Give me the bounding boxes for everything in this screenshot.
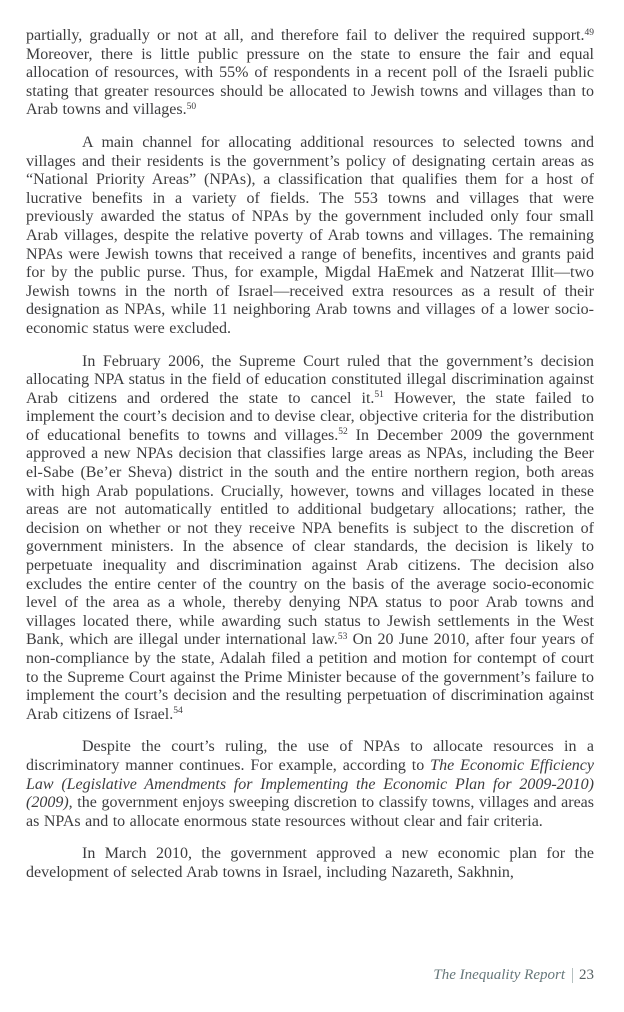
body-text: In March 2010, the government approved a new economic plan for the development of selected Arab towns in Israel, including Nazareth, Sakhnin, <box>26 845 594 881</box>
body-text: In February 2006, the Supreme Court ruled that the government’s decision allocating NPA status in the field of education constituted illegal discrimination against Arab citizens and ordered the state to cancel it. <box>26 352 594 407</box>
footnote-ref-49: 49 <box>584 27 594 38</box>
paragraph <box>26 353 594 725</box>
footnote-ref-54: 54 <box>173 706 183 717</box>
body-text: the government enjoys sweeping discretion to classify towns, villages and areas as NPAs and to allocate enormous state resources without clear and fair criteria. <box>26 794 594 830</box>
body-text: Moreover, there is little public pressure on the state to ensure the fair and equal allocation of resources, with 55% of respondents in a recent poll of the Israeli public stating that greater resources should be allocated to Jewish towns and villages than to Arab towns and villages. <box>26 45 594 119</box>
page-number: 23 <box>579 967 594 983</box>
report-title: The Inequality Report <box>433 967 565 983</box>
footnote-ref-53: 53 <box>337 631 348 642</box>
footnote-ref-50: 50 <box>186 101 197 112</box>
paragraph <box>26 27 594 120</box>
footer-separator <box>572 968 573 983</box>
body-text: A main channel for allocating additional resources to selected towns and villages and their residents is the government’s policy of designating certain areas as “National Priority Areas” (NPAs), a classification that qualifies them for a host of lucrative benefits in a variety of fields. The 553 towns and villages that were previously awarded the status of NPAs by the government included only four small Arab villages, despite the relative poverty of Arab towns and villages. The remaining NPAs were Jewish towns that received a range of benefits, incentives and grants paid for by the public purse. Thus, for example, Migdal HaEmek and Natzerat Illit—two Jewish towns in the north of Israel—received extra resources as a result of their designation as NPAs, while 11 neighboring Arab towns and villages of a lower socio-economic status were excluded. <box>26 133 594 337</box>
footnote-ref-51: 51 <box>374 390 384 401</box>
body-text: In December 2009 the government approved a new NPAs decision that classifies large areas as NPAs, including the Beer el-Sabe (Be’er Sheva) district in the south and the entire northern region, both areas with high Arab populations. Crucially, however, towns and villages located in these areas are not automatically entitled to additional budgetary allocations; rather, the decision on whether or not they receive NPA benefits is subject to the discretion of government ministers. In the absence of clear standards, the decision is likely to perpetuate inequality and discrimination against Arab citizens. The decision also excludes the entire center of the country on the basis of the average socio-economic level of the area as a whole, thereby denying NPA status to poor Arab towns and villages located there, while awarding such status to Jewish settlements in the West Bank, which are illegal under international law. <box>26 426 594 649</box>
body-text: However, the state failed to implement the court’s decision and to devise clear, objective criteria for the distribution of educational benefits to towns and villages. <box>26 389 594 444</box>
paragraph <box>26 845 594 882</box>
paragraph <box>26 134 594 339</box>
footnote-ref-52: 52 <box>338 427 348 438</box>
text-block <box>26 27 594 897</box>
page-footer <box>433 967 594 984</box>
paragraph <box>26 738 594 831</box>
body-text: On 20 June 2010, after four years of non-compliance by the state, Adalah filed a petition and motion for contempt of court to the Supreme Court against the Prime Minister because of the government’s failure to implement the court’s decision and the resulting perpetuation of discrimination against Arab citizens of Israel. <box>26 631 594 723</box>
law-title-italic: The Economic Efficiency Law (Legislative Amendments for Implementing the Economic Plan for 2009-2010) (2009), <box>26 756 594 812</box>
body-text: Despite the court’s ruling, the use of NPAs to allocate resources in a discriminatory manner continues. For example, according to <box>26 738 594 774</box>
body-text: partially, gradually or not at all, and therefore fail to deliver the required support. <box>26 27 585 44</box>
